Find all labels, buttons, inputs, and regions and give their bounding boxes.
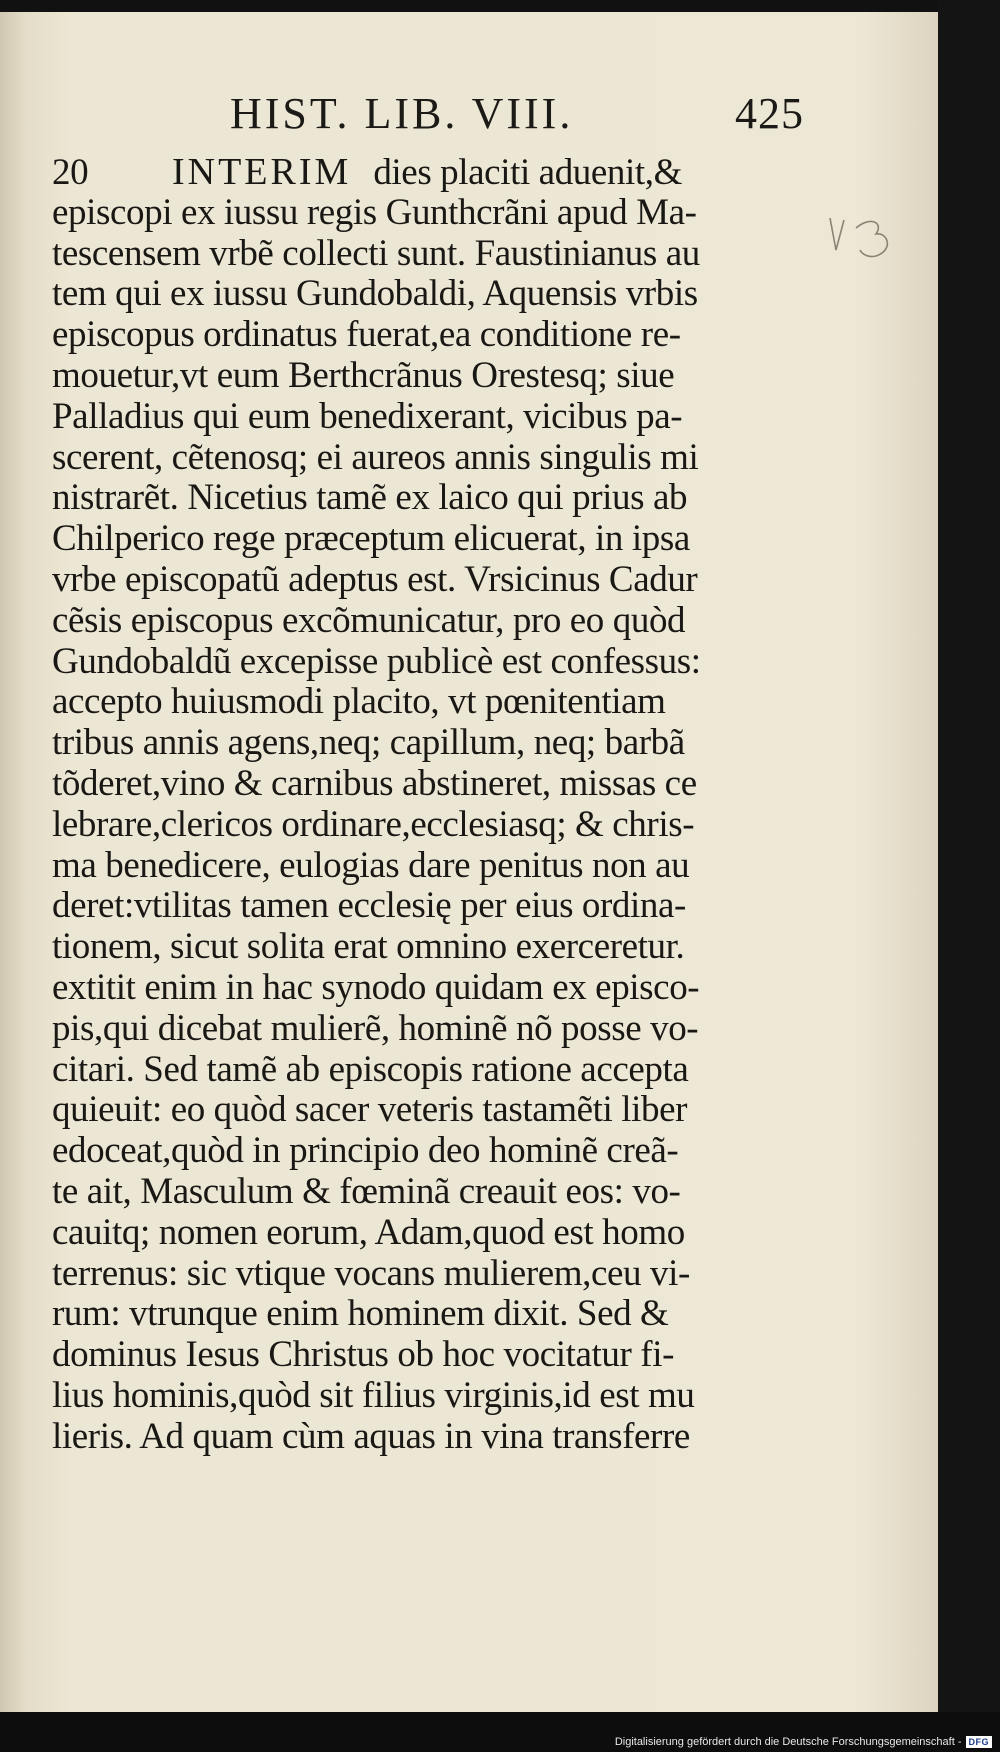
text-line: terrenus: sic vtique vocans mulierem,ceu vi- (52, 1252, 690, 1294)
text-line: extitit enim in hac synodo quidam ex episco- (52, 966, 700, 1008)
text-line: tem qui ex iussu Gundobaldi, Aquensis vrbis (52, 273, 698, 315)
text-line: Chilperico rege præceptum elicuerat, in ipsa (52, 518, 690, 560)
text-line: tõderet,vino & carnibus abstineret, missas ce (52, 762, 697, 804)
text-line: scerent, cẽtenosq; ei aureos annis singulis mi (52, 436, 699, 478)
text-line: lius hominis,quòd sit filius virginis,id est mu (52, 1374, 695, 1416)
pencil-margin-mark (822, 206, 922, 266)
text-line: mouetur,vt eum Berthcrãnus Orestesq; siue (52, 354, 675, 396)
body-text (52, 152, 812, 1458)
credit-text: Digitalisierung gefördert durch die Deutsche Forschungsgemeinschaft - (614, 1736, 962, 1748)
text-line: episcopi ex iussu regis Gunthcrãni apud Ma- (52, 191, 697, 233)
text-line: deret:vtilitas tamen ecclesię per eius ordina- (52, 885, 686, 927)
text-line: nistrarẽt. Nicetius tamẽ ex laico qui prius ab (52, 477, 688, 519)
text-line: lebrare,clericos ordinare,ecclesiasq; & chris- (52, 803, 695, 845)
text-line: accepto huiusmodi placito, vt pœnitentiam (52, 681, 666, 723)
text-line: Palladius qui eum benedixerant, vicibus pa- (52, 395, 683, 437)
initial-word: INTERIM (172, 151, 352, 193)
line-number: 20 (52, 152, 89, 193)
text-line: cauitq; nomen eorum, Adam,quod est homo (52, 1211, 685, 1253)
text-line: dominus Iesus Christus ob hoc vocitatur fi- (52, 1334, 675, 1376)
text-line: quieuit: eo quòd sacer veteris tastamẽti liber (52, 1089, 688, 1131)
text-line: tionem, sicut solita erat omnino exerceretur. (52, 926, 685, 968)
text-line: cẽsis episcopus excõmunicatur, pro eo quòd (52, 599, 686, 641)
text-line: Gundobaldũ excepisse publicè est confessus: (52, 640, 701, 682)
running-title: HIST. LIB. VIII. (230, 89, 574, 138)
text-line: tribus annis agens,neq; capillum, neq; barbã (52, 722, 685, 764)
text-line: citari. Sed tamẽ ab episcopis ratione accepta (52, 1048, 689, 1090)
book-page (0, 12, 938, 1712)
scan-background-right (938, 0, 1000, 1752)
text-line: lieris. Ad quam cùm aquas in vina transferre (52, 1415, 690, 1457)
text-line: vrbe episcopatũ adeptus est. Vrsicinus Cadur (52, 558, 698, 600)
dfg-logo: DFG (966, 1736, 993, 1748)
text-line: edoceat,quòd in principio deo hominẽ creã- (52, 1130, 679, 1172)
text-line: tescensem vrbẽ collecti sunt. Faustinianus au (52, 232, 700, 274)
scan-footer (0, 1712, 1000, 1752)
text-line: ma benedicere, eulogias dare penitus non au (52, 844, 690, 886)
text-line: te ait, Masculum & fœminã creauit eos: vo- (52, 1170, 681, 1212)
text-line: episcopus ordinatus fuerat,ea conditione re- (52, 314, 681, 356)
page-header (230, 88, 830, 148)
digitization-credit (615, 1736, 992, 1748)
page-number: 425 (735, 89, 804, 138)
text-line: 20 INTERIM dies placiti aduenit,& (52, 151, 683, 193)
text-line: pis,qui dicebat mulierẽ, hominẽ nõ posse vo- (52, 1007, 699, 1049)
text-line: rum: vtrunque enim hominem dixit. Sed & (52, 1293, 669, 1335)
